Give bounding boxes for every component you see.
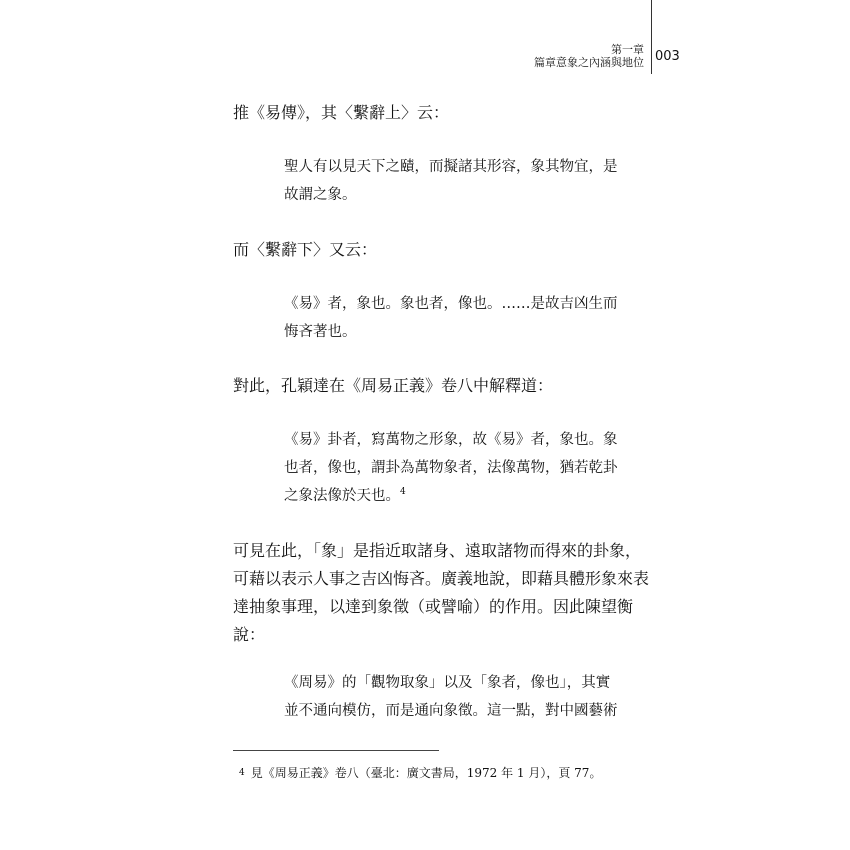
- quote-line: 也者，像也，謂卦為萬物象者，法像萬物，猶若乾卦: [284, 460, 618, 476]
- block-quote-1: [284, 153, 658, 209]
- block-quote-2: [284, 290, 658, 346]
- quote-line: 《易》者，象也。象也者，像也。……是故吉凶生而: [284, 296, 618, 312]
- footnote-reference: 4: [400, 487, 406, 497]
- header-divider: [651, 0, 652, 74]
- paragraph-line: 說：: [233, 625, 266, 644]
- chapter-label: 第一章: [611, 43, 644, 56]
- paragraph-line: 可藉以表示人事之吉凶悔吝。廣義地說，即藉具體形象來表: [233, 569, 650, 588]
- block-quote-3: [284, 426, 658, 510]
- quote-line: 悔吝著也。: [284, 324, 357, 340]
- paragraph-line: 可見在此，「象」是指近取諸身、遠取諸物而得來的卦象，: [233, 541, 642, 560]
- footnote-text: 見《周易正義》卷八（臺北：廣文書局，1972 年 1 月），頁 77。: [250, 766, 602, 780]
- quote-line: 《易》卦者，寫萬物之形象，故《易》者，象也。象: [284, 432, 618, 448]
- quote-line: [284, 482, 658, 510]
- paragraph-intro: 推《易傳》，其〈繫辭上〉云：: [233, 103, 450, 122]
- quote-line: 《周易》的「觀物取象」以及「象者，像也」，其實: [284, 675, 611, 691]
- block-quote-4: [284, 669, 658, 725]
- quote-line: 聖人有以見天下之賾，而擬諸其形容，象其物宜，是: [284, 159, 618, 175]
- paragraph-fourth: [233, 537, 663, 649]
- quote-line-text: 之象法像於天也。: [284, 488, 400, 504]
- footnote: [239, 766, 601, 780]
- page-number: 003: [655, 49, 680, 64]
- paragraph-second: 而〈繫辭下〉又云：: [233, 240, 378, 259]
- chapter-title: 篇章意象之內涵與地位: [534, 56, 644, 69]
- quote-line: 故謂之象。: [284, 187, 357, 203]
- paragraph-third: 對此，孔穎達在《周易正義》卷八中解釋道：: [233, 376, 554, 395]
- paragraph-line: 達抽象事理，以達到象徵（或譬喻）的作用。因此陳望衡: [233, 597, 634, 616]
- footnote-number: 4: [239, 768, 245, 778]
- quote-line: 並不通向模仿，而是通向象徵。這一點，對中國藝術: [284, 703, 618, 719]
- footnote-divider: [233, 750, 439, 751]
